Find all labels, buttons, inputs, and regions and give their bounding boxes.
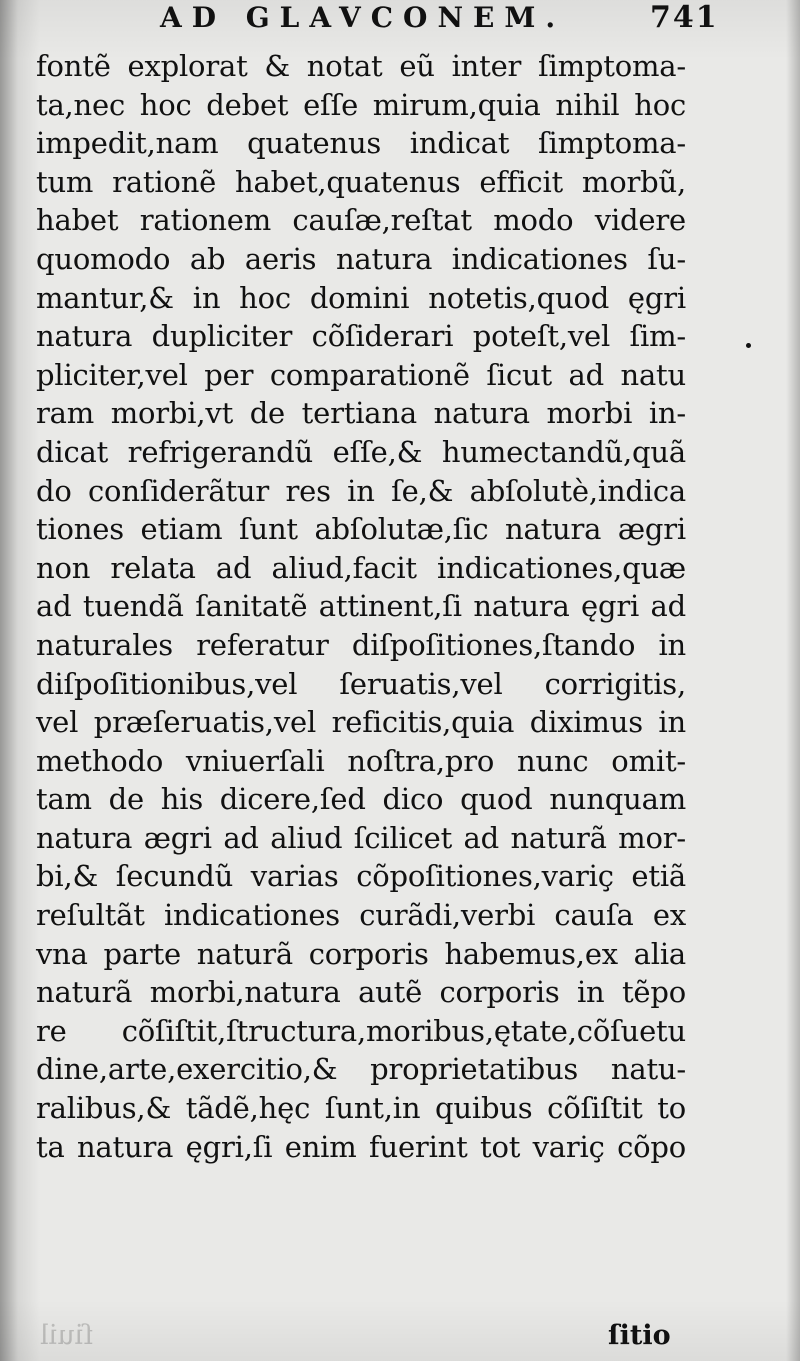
text-line: natura ægri ad aliud ſcilicet ad naturã mor- — [36, 820, 686, 855]
show-through-text: ſiuil — [40, 1320, 94, 1351]
text-line: tum rationẽ habet,quatenus efficit morbũ, — [36, 164, 686, 199]
text-line: non relata ad aliud,facit indicationes,quæ — [36, 550, 686, 585]
text-line: methodo vniuerſali noſtra,pro nunc omit- — [36, 743, 686, 778]
text-line: vel præſeruatis,vel reficitis,quia diximus in — [36, 705, 686, 740]
text-line: pliciter,vel per comparationẽ ſicut ad natu — [36, 357, 686, 392]
text-line: tam de his dicere,ſed dico quod nunquam — [36, 782, 686, 817]
text-line: naturã morbi,natura autẽ corporis in tẽpo — [36, 975, 686, 1010]
body-text — [36, 47, 686, 1166]
text-line: quomodo ab aeris natura indicationes ſu- — [36, 241, 686, 276]
ink-speck — [746, 343, 751, 348]
text-line: reſultãt indicationes curãdi,verbi cauſa ex — [36, 898, 686, 933]
text-line: dicat refrigerandũ eſſe,& humectandũ,quã — [36, 434, 686, 469]
page-edge-shadow — [786, 0, 800, 1361]
text-line: diſpoſitionibus,vel ſeruatis,vel corrigitis, — [36, 666, 686, 701]
text-line: bi,& ſecundũ varias cõpoſitiones,variç etiã — [36, 859, 686, 894]
text-line: habet rationem cauſæ,reſtat modo videre — [36, 203, 686, 238]
text-line: impedit,nam quatenus indicat ſimptoma- — [36, 126, 686, 161]
text-line: ram morbi,vt de tertiana natura morbi in- — [36, 396, 686, 431]
text-line: naturales referatur diſpoſitiones,ſtando in — [36, 627, 686, 662]
text-line: ta natura ęgri,ſi enim fuerint tot variç cõpo — [36, 1129, 686, 1164]
text-line: re cõſiſtit,ſtructura,moribus,ętate,cõſuetu — [36, 1013, 686, 1048]
text-line: vna parte naturã corporis habemus,ex alia — [36, 936, 686, 971]
text-line: mantur,& in hoc domini notetis,quod ęgri — [36, 280, 686, 315]
text-line: ad tuendã ſanitatẽ attinent,ſi natura ęgri ad — [36, 589, 686, 624]
text-line: do conſiderãtur res in ſe,& abſolutè,indica — [36, 473, 686, 508]
text-line: natura dupliciter cõſiderari poteſt,vel ſim- — [36, 319, 686, 354]
running-head: AD GLAVCONEM. — [160, 1, 566, 34]
page-number: 741 — [650, 0, 719, 35]
text-line: dine,arte,exercitio,& proprietatibus natu- — [36, 1052, 686, 1087]
text-line: fontẽ explorat & notat eũ inter ſimptoma- — [36, 49, 686, 83]
text-line: tiones etiam ſunt abſolutæ,ſic natura ægri — [36, 512, 686, 547]
text-line: ta,nec hoc debet eſſe mirum,quia nihil hoc — [36, 87, 686, 122]
text-line: ralibus,& tãdẽ,hęc ſunt,in quibus cõſiſtit to — [36, 1091, 686, 1126]
catchword: ſitio — [608, 1320, 671, 1351]
